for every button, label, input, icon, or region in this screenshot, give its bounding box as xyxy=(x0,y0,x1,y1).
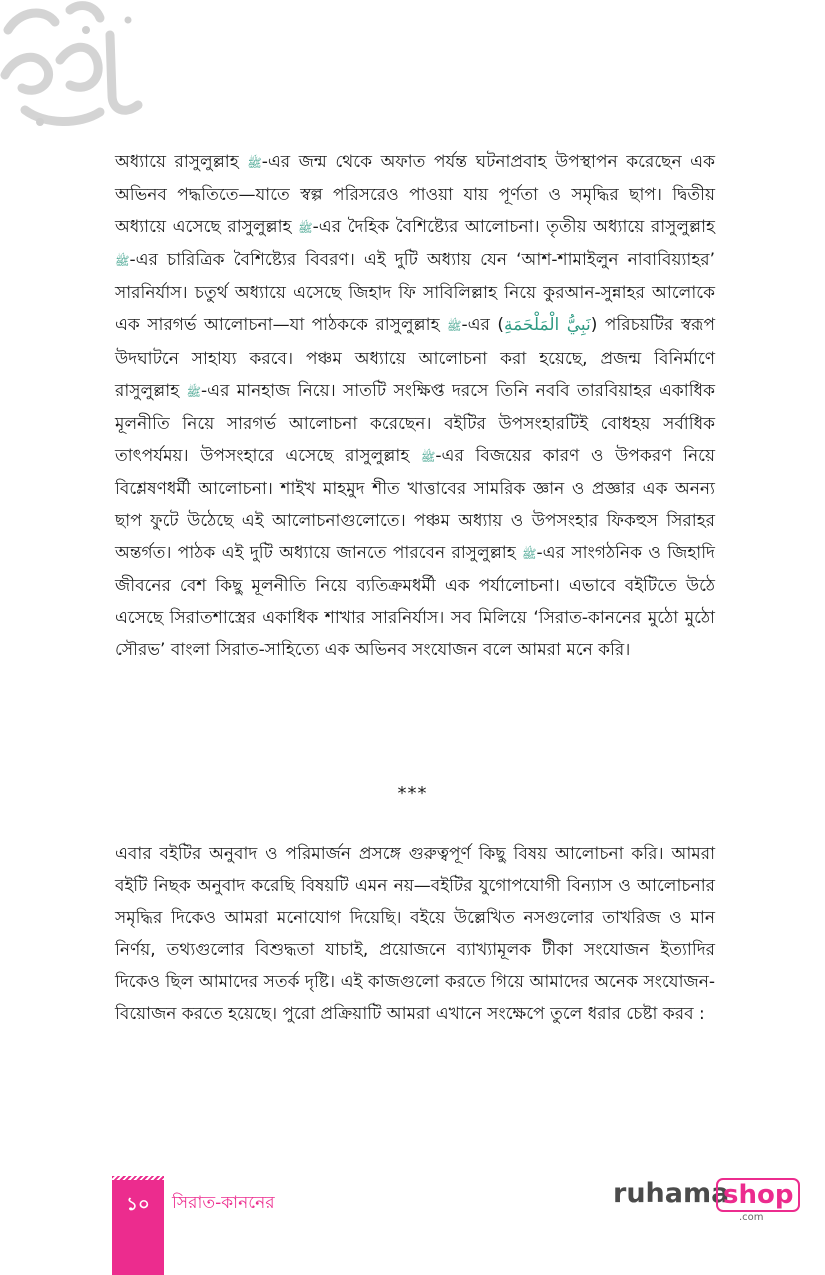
salutation-glyph: ﷺ xyxy=(446,319,462,334)
arabic-calligraphy-ornament xyxy=(0,0,150,135)
body-paragraph-2: এবার বইটির অনুবাদ ও পরিমার্জন প্রসঙ্গে গুরুত্বপূর্ণ কিছু বিষয় আলোচনা করি। আমরা বইটি নিছক অনুবাদ করেছি বিষয়টি এমন নয়—বইটির যুগোপযোগী বিন্যাস ও আলোচনার সমৃদ্ধির দিকেও আমরা মনোযোগ দিয়েছি। বইয়ে উল্লেখিত নসগুলোর তাখরিজ ও মান নির্ণয়, তথ্যগুলোর বিশুদ্ধতা যাচাই, প্রয়োজনে ব্যাখ্যামূলক টীকা সংযোজন ইত্যাদির দিকেও ছিল আমাদের সতর্ক দৃষ্টি। এই কাজগুলো করতে গিয়ে আমাদের অনেক সংযোজন-বিয়োজন করতে হয়েছে। পুরো প্রক্রিয়াটি আমরা এখানে সংক্ষেপে তুলে ধরার চেষ্টা করব : xyxy=(115,844,715,1025)
logo-com-text: .com xyxy=(739,1212,764,1223)
text-run: -এর বিজয়ের কারণ ও উপকরণ নিয়ে বিশ্লেষণধর্মী আলোচনা। শাইখ মাহমুদ শীত খাত্তাবের সামরিক জ্ঞান ও প্রজ্ঞার এক অনন্য ছাপ ফুটে উঠেছে এই আলোচনাগুলোতে। পঞ্চম অধ্যায় ও উপসংহার ফিকহুস সিরাহর অন্তর্গত। পাঠক এই দুটি অধ্যায়ে জানতে পারবেন রাসুলুল্লাহ xyxy=(115,445,716,564)
logo-shop-text: shop xyxy=(716,1178,800,1212)
arabic-phrase: نَبِيُّ الْمَلْحَمَةِ xyxy=(503,315,591,336)
text-run: -এর দৈহিক বৈশিষ্ট্যের আলোচনা। তৃতীয় অধ্যায়ে রাসুলুল্লাহ xyxy=(312,217,715,238)
salutation-glyph: ﷺ xyxy=(186,384,201,399)
text-run: -এর জন্ম থেকে অফাত পর্যন্ত ঘটনাপ্রবাহ উপস্থাপন করেছেন এক অভিনব পদ্ধতিতে—যাতে স্বল্প পরিসরেও পাওয়া যায় পূর্ণতা ও সমৃদ্ধির ছাপ। দ্বিতীয় অধ্যায়ে এসেছে রাসুলুল্লাহ xyxy=(115,152,715,238)
section-separator: *** xyxy=(397,783,428,804)
text-run: -এর সাংগঠনিক ও জিহাদি জীবনের বেশ কিছু মূলনীতি নিয়ে ব্যতিক্রমধর্মী এক পর্যালোচনা। এভাবে বইটিতে উঠে এসেছে সিরাতশাস্ত্রের একাধিক শাখার সারনির্যাস। সব মিলিয়ে ‘সিরাত-কাননের মুঠো মুঠো সৌরভ’ বাংলা সিরাত-সাহিত্যে এক অভিনব সংযোজন বলে আমরা মনে করি। xyxy=(115,543,715,661)
salutation-glyph: ﷺ xyxy=(298,221,313,236)
salutation-glyph: ﷺ xyxy=(420,449,436,464)
text-run: ) পরিচয়টির স্বরূপ উদঘাটনে সাহায্য করবে। পঞ্চম অধ্যায়ে আলোচনা করা হয়েছে, প্রজন্ম বিনির্মাণে রাসুলুল্লাহ xyxy=(115,315,715,401)
running-book-title: সিরাত-কাননের xyxy=(172,1193,275,1213)
text-run: -এর মানহাজ নিয়ে। সাতটি সংক্ষিপ্ত দরসে তিনি নববি তারবিয়াহর একাধিক মূলনীতি নিয়ে সারগর্ভ আলোচনা করেছেন। বইটির উপসংহারটিই বোধহয় সর্বাধিক তাৎপর্যময়। উপসংহারে এসেছে রাসুলুল্লাহ xyxy=(115,380,715,466)
logo-ruhama-text: ruhama xyxy=(613,1178,730,1209)
body-paragraph-1 xyxy=(115,146,715,667)
salutation-glyph: ﷺ xyxy=(522,547,537,562)
ruhamashop-logo xyxy=(613,1175,794,1225)
text-run: -এর চারিত্রিক বৈশিষ্ট্যের বিবরণ। এই দুটি অধ্যায় যেন ‘আশ-শামাইলুন নাবাবিয়্যাহর’ সারনির্যাস। চতুর্থ অধ্যায়ে এসেছে জিহাদ ফি সাবিলিল্লাহ নিয়ে কুরআন-সুন্নাহর আলোকে এক সারগর্ভ আলোচনা—যা পাঠককে রাসুলুল্লাহ xyxy=(115,250,715,336)
salutation-glyph: ﷺ xyxy=(115,254,130,269)
text-run: অধ্যায়ে রাসুলুল্লাহ xyxy=(115,152,248,172)
text-run: -এর ( xyxy=(461,315,504,336)
salutation-glyph: ﷺ xyxy=(247,156,262,170)
page-number: ১০ xyxy=(126,1194,150,1215)
